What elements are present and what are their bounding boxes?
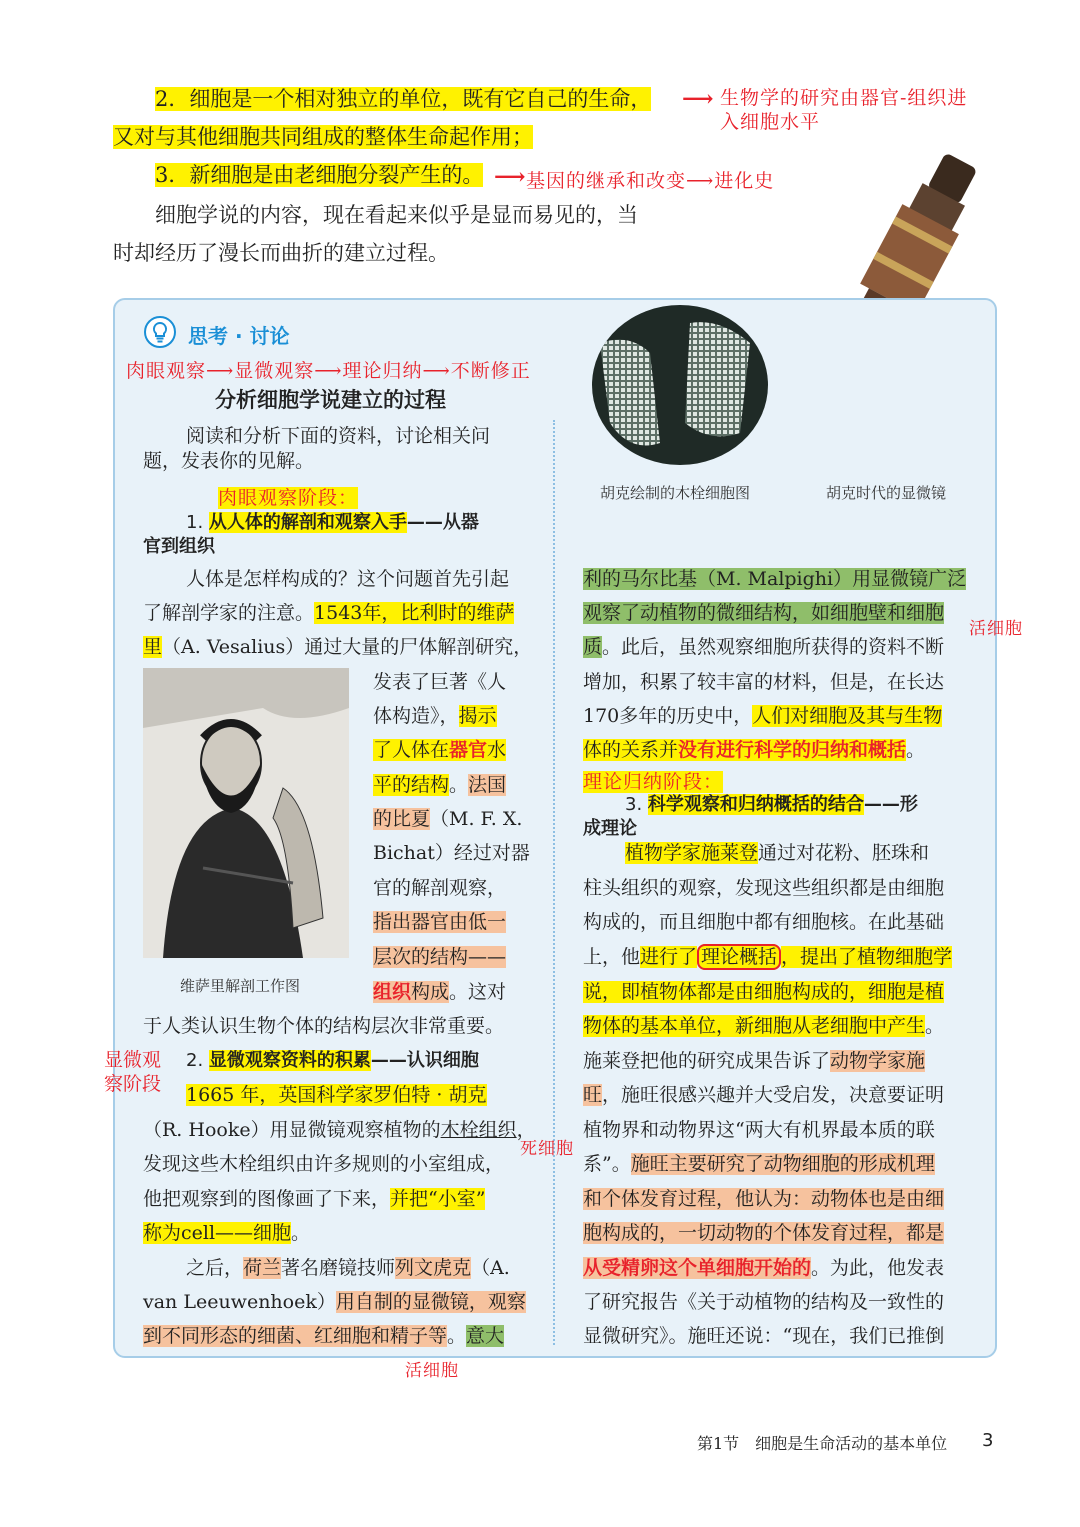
s1-r2: 体构造》，揭示 [373,705,497,727]
r-m8: 旺，施旺很感兴趣并大受启发，决意要证明 [583,1084,945,1106]
s2-line6: 之后，荷兰著名磨镜技师列文虎克（A. [186,1257,510,1279]
lightbulb-icon [144,316,176,348]
intro-p4-line2: 时却经历了漫长而曲折的建立过程。 [113,241,449,265]
intro-p2-line2: 又对与其他细胞共同组成的整体生命起作用； [113,125,533,149]
section1-heading: 1. 从人体的解剖和观察入手——从器 [186,512,479,533]
live-cell-note-right: 活细胞 [969,619,1023,639]
s2-line1: 1665 年，英国科学家罗伯特 · 胡克 [186,1084,487,1106]
stages-note: 肉眼观察⟶显微观察⟶理论归纳⟶不断修正 [126,360,531,382]
stage2-note: 显微观 察阶段 [104,1049,162,1095]
r-m10: 系”。施旺主要研究了动物细胞的形成机理 [583,1153,935,1175]
r-m5: 说，即植物体都是由细胞构成的，细胞是植 [583,981,945,1003]
s1-r5: 的比夏（M. F. X. [373,808,523,830]
column-divider [553,420,555,1345]
section3-heading-cont: 成理论 [583,818,637,839]
s1-line3: 里（A. Vesalius）通过大量的尸体解剖研究， [143,636,533,658]
r-line2: 观察了动植物的微细结构，如细胞壁和细胞 [583,602,945,624]
page-number: 3 [982,1430,994,1451]
stage3-note: 理论归纳阶段： [583,771,724,793]
dead-cell-note: 死细胞 [520,1139,574,1159]
r-line3: 质。此后，虽然观察细胞所获得的资料不断 [583,636,945,658]
r-m11: 和个体发育过程，他认为：动物体也是由细 [583,1188,945,1210]
box-title: 分析细胞学说建立的过程 [215,388,446,412]
intro-p4-line1: 细胞学说的内容，现在看起来似乎是显而易见的，当 [155,203,638,227]
r-line4: 增加，积累了较丰富的材料，但是，在长达 [583,671,945,693]
badge-title: 思考 · 讨论 [188,324,290,348]
s1-r6: Bichat）经过对器 [373,842,530,864]
s2-line4: 他把观察到的图像画了下来，并把“小室” [143,1188,486,1210]
s2-line2: （R. Hooke）用显微镜观察植物的木栓组织， [143,1119,536,1141]
cork-cells-image [590,303,770,468]
section1-heading-cont: 官到组织 [143,536,215,557]
s1-r4: 平的结构。法国 [373,774,507,796]
vesalius-image [143,668,349,958]
r-m3: 构成的，而且细胞中都有细胞核。在此基础 [583,911,945,933]
s2-line3: 发现这些木栓组织由许多规则的小室组成， [143,1153,505,1175]
arrow-icon: ⟶ [494,164,526,190]
r-m2: 柱头组织的观察，发现这些组织都是由细胞 [583,877,945,899]
s1-r8: 指出器官由低一 [373,911,507,933]
stage1-note: 肉眼观察阶段： [218,487,359,509]
s1-r3: 了人体在器官水 [373,739,507,761]
intro-p2-line1: 2．细胞是一个相对独立的单位，既有它自己的生命， [155,87,652,111]
cork-caption: 胡克绘制的木栓细胞图 [600,484,751,502]
r-line5: 170多年的历史中，人们对细胞及其与生物 [583,705,943,727]
footer-section: 第1节 细胞是生命活动的基本单位 [697,1434,948,1453]
vesalius-caption: 维萨里解剖工作图 [180,977,301,995]
section3-heading: 3. 科学观察和归纳概括的结合——形 [625,794,918,815]
s1-line1: 人体是怎样构成的？这个问题首先引起 [186,568,510,590]
r-m1: 植物学家施莱登通过对花粉、胚珠和 [625,842,930,864]
r-m14: 了研究报告《关于动植物的结构及一致性的 [583,1291,945,1313]
s2-line7: van Leeuwenhoek）用自制的显微镜，观察 [143,1291,526,1313]
s1-r1: 发表了巨著《人 [373,671,507,693]
r-m12: 胞构成的，一切动物的个体发育过程，都是 [583,1222,945,1244]
r-line6: 体的关系并没有进行科学的归纳和概括。 [583,739,926,761]
r-line1: 利的马尔比基（M. Malpighi）用显微镜广泛 [583,568,967,590]
s2-line8: 到不同形态的细菌、红细胞和精子等。意大 [143,1325,505,1347]
s2-line5: 称为cell——细胞。 [143,1222,311,1244]
intro-p3: 3．新细胞是由老细胞分裂产生的。 [155,163,484,187]
s1-r10: 组织构成。这对 [373,981,507,1003]
microscope-caption: 胡克时代的显微镜 [826,484,947,502]
arrow-icon: ⟶ [682,86,714,112]
lead-line1: 阅读和分析下面的资料，讨论相关问 [186,425,491,447]
s1-r7: 官的解剖观察， [373,877,507,899]
lead-line2: 题，发表你的见解。 [143,450,315,472]
s1-r9: 层次的结构—— [373,946,507,968]
r-m6: 物体的基本单位，新细胞从老细胞中产生。 [583,1015,945,1037]
note-research-level: 生物学的研究由器官-组织进 入细胞水平 [720,87,968,133]
s1-end: 于人类认识生物个体的结构层次非常重要。 [143,1015,505,1037]
r-m4: 上，他进行了 理论概括 ，提出了植物细胞学 [583,946,953,968]
s1-line2: 了解剖学家的注意。1543年，比利时的维萨 [143,602,515,624]
r-m9: 植物界和动物界这“两大有机界最本质的联 [583,1119,935,1141]
note-gene-evolution: 基因的继承和改变⟶进化史 [526,170,775,192]
live-cell-note-bottom: 活细胞 [405,1361,459,1381]
r-m13: 从受精卵这个单细胞开始的。为此，他发表 [583,1257,945,1279]
r-m15: 显微研究》。施旺还说：“现在，我们已推倒 [583,1325,945,1347]
section2-heading: 2. 显微观察资料的积累——认识细胞 [186,1050,479,1071]
r-m7: 施莱登把他的研究成果告诉了动物学家施 [583,1050,926,1072]
